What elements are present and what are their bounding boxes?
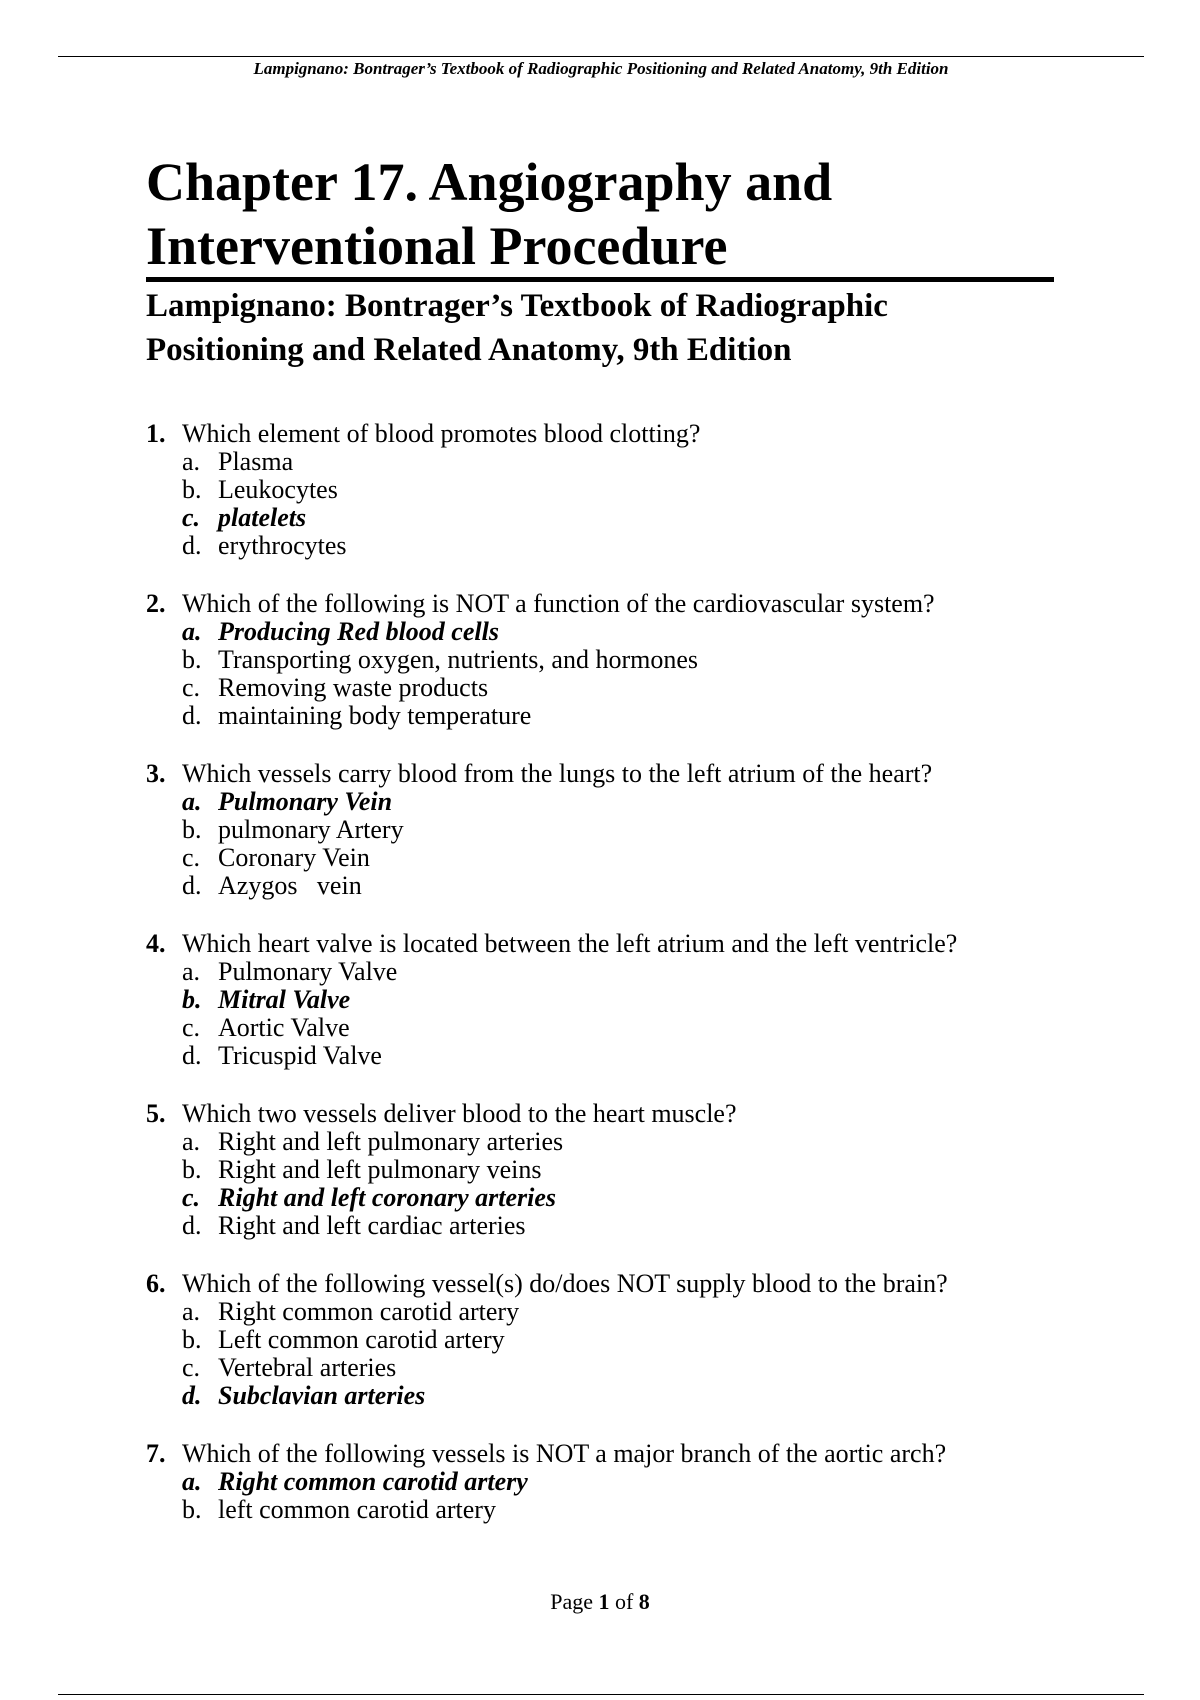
option-letter: d. <box>182 1381 202 1410</box>
option-text: Subclavian arteries <box>218 1381 426 1410</box>
option-letter: c. <box>182 503 201 532</box>
question-text: Which element of blood promotes blood clotting? <box>182 419 701 448</box>
question-4 <box>146 930 1086 1070</box>
chapter-title-line-1: Chapter 17. Angiography and <box>146 152 833 212</box>
page-word: Page <box>550 1589 593 1614</box>
option-letter: b. <box>182 815 202 844</box>
option-letter: d. <box>182 701 202 730</box>
option-text: Aortic Valve <box>218 1013 350 1042</box>
option-list <box>146 958 1086 1070</box>
option-c <box>182 1354 1086 1382</box>
option-text: Producing Red blood cells <box>218 617 499 646</box>
question-text: Which heart valve is located between the left atrium and the left ventricle? <box>182 929 958 958</box>
option-text: Right and left cardiac arteries <box>218 1211 526 1240</box>
option-list <box>146 788 1086 900</box>
option-letter: c. <box>182 1353 201 1382</box>
option-text: Coronary Vein <box>218 843 370 872</box>
option-text: erythrocytes <box>218 531 347 560</box>
option-a <box>182 958 1086 986</box>
option-letter: b. <box>182 1325 202 1354</box>
option-letter: c. <box>182 843 201 872</box>
option-letter: b. <box>182 475 202 504</box>
option-c <box>182 844 1086 872</box>
option-a-answer <box>182 1468 1086 1496</box>
option-text: Right and left pulmonary veins <box>218 1155 542 1184</box>
option-letter: d. <box>182 1041 202 1070</box>
subtitle-line-2: Positioning and Related Anatomy, 9th Edition <box>146 332 792 368</box>
option-text: Right common carotid artery <box>218 1297 520 1326</box>
option-c-answer <box>182 504 1086 532</box>
option-letter: d. <box>182 1211 202 1240</box>
option-letter: a. <box>182 1467 202 1496</box>
question-text: Which vessels carry blood from the lungs to the left atrium of the heart? <box>182 759 933 788</box>
option-list <box>146 1128 1086 1240</box>
option-text: Tricuspid Valve <box>218 1041 382 1070</box>
option-d <box>182 702 1086 730</box>
header-rule <box>58 56 1144 57</box>
option-text: Pulmonary Valve <box>218 957 398 986</box>
option-a-answer <box>182 618 1086 646</box>
question-number: 6. <box>146 1269 166 1298</box>
question-number: 5. <box>146 1099 166 1128</box>
option-letter: a. <box>182 447 201 476</box>
question-list <box>146 420 1086 1554</box>
option-b <box>182 1156 1086 1184</box>
option-letter: a. <box>182 1297 201 1326</box>
option-letter: c. <box>182 1013 201 1042</box>
option-list <box>146 618 1086 730</box>
option-text: Removing waste products <box>218 673 489 702</box>
option-a <box>182 448 1086 476</box>
option-c-answer <box>182 1184 1086 1212</box>
option-letter: b. <box>182 1155 202 1184</box>
option-b <box>182 476 1086 504</box>
option-text: Right common carotid artery <box>218 1467 528 1496</box>
option-letter: a. <box>182 957 201 986</box>
chapter-title-line-2: Interventional Procedure <box>146 216 728 276</box>
option-b <box>182 816 1086 844</box>
option-letter: a. <box>182 787 202 816</box>
option-text: Right and left pulmonary arteries <box>218 1127 564 1156</box>
chapter-title <box>146 150 1066 278</box>
question-number: 4. <box>146 929 166 958</box>
option-letter: a. <box>182 1127 201 1156</box>
option-letter: c. <box>182 1183 201 1212</box>
option-d <box>182 1212 1086 1240</box>
question-7 <box>146 1440 1086 1524</box>
of-word: of <box>614 1589 634 1614</box>
page-footer <box>0 1589 1200 1615</box>
option-list <box>146 448 1086 560</box>
footer-rule <box>58 1694 1144 1695</box>
subtitle-line-1: Lampignano: Bontrager’s Textbook of Radiographic <box>146 288 888 324</box>
title-rule <box>146 277 1054 282</box>
page-current: 1 <box>598 1589 610 1614</box>
option-list <box>146 1468 1086 1524</box>
option-d-answer <box>182 1382 1086 1410</box>
option-text: Left common carotid artery <box>218 1325 505 1354</box>
question-text: Which of the following is NOT a function of the cardiovascular system? <box>182 589 935 618</box>
question-number: 7. <box>146 1439 166 1468</box>
option-text: pulmonary Artery <box>218 815 404 844</box>
question-text: Which of the following vessels is NOT a major branch of the aortic arch? <box>182 1439 947 1468</box>
option-letter: d. <box>182 531 202 560</box>
page-total: 8 <box>638 1589 650 1614</box>
option-text: platelets <box>218 503 307 532</box>
option-letter: d. <box>182 871 202 900</box>
option-letter: b. <box>182 645 202 674</box>
option-a-answer <box>182 788 1086 816</box>
question-number: 3. <box>146 759 166 788</box>
option-text: Vertebral arteries <box>218 1353 397 1382</box>
option-text: Plasma <box>218 447 294 476</box>
question-5 <box>146 1100 1086 1240</box>
option-text: left common carotid artery <box>218 1495 496 1524</box>
option-text: maintaining body temperature <box>218 701 532 730</box>
option-d <box>182 1042 1086 1070</box>
option-letter: a. <box>182 617 202 646</box>
option-c <box>182 1014 1086 1042</box>
question-6 <box>146 1270 1086 1410</box>
option-text: Pulmonary Vein <box>218 787 393 816</box>
question-3 <box>146 760 1086 900</box>
option-text: Right and left coronary arteries <box>218 1183 557 1212</box>
option-a <box>182 1128 1086 1156</box>
question-text: Which of the following vessel(s) do/does NOT supply blood to the brain? <box>182 1269 948 1298</box>
question-number: 1. <box>146 419 166 448</box>
option-b <box>182 646 1086 674</box>
option-b-answer <box>182 986 1086 1014</box>
option-c <box>182 674 1086 702</box>
option-b <box>182 1326 1086 1354</box>
option-text: Azygos vein <box>218 871 362 900</box>
option-text: Transporting oxygen, nutrients, and hormones <box>218 645 698 674</box>
question-2 <box>146 590 1086 730</box>
option-text: Leukocytes <box>218 475 338 504</box>
question-number: 2. <box>146 589 166 618</box>
option-d <box>182 872 1086 900</box>
running-header: Lampignano: Bontrager’s Textbook of Radiographic Positioning and Related Anatomy, 9th Edition <box>253 59 949 78</box>
question-1 <box>146 420 1086 560</box>
option-text: Mitral Valve <box>218 985 351 1014</box>
book-subtitle <box>146 284 1066 372</box>
option-letter: b. <box>182 985 202 1014</box>
option-a <box>182 1298 1086 1326</box>
option-letter: c. <box>182 673 201 702</box>
option-list <box>146 1298 1086 1410</box>
question-text: Which two vessels deliver blood to the heart muscle? <box>182 1099 737 1128</box>
option-letter: b. <box>182 1495 202 1524</box>
option-b <box>182 1496 1086 1524</box>
option-d <box>182 532 1086 560</box>
